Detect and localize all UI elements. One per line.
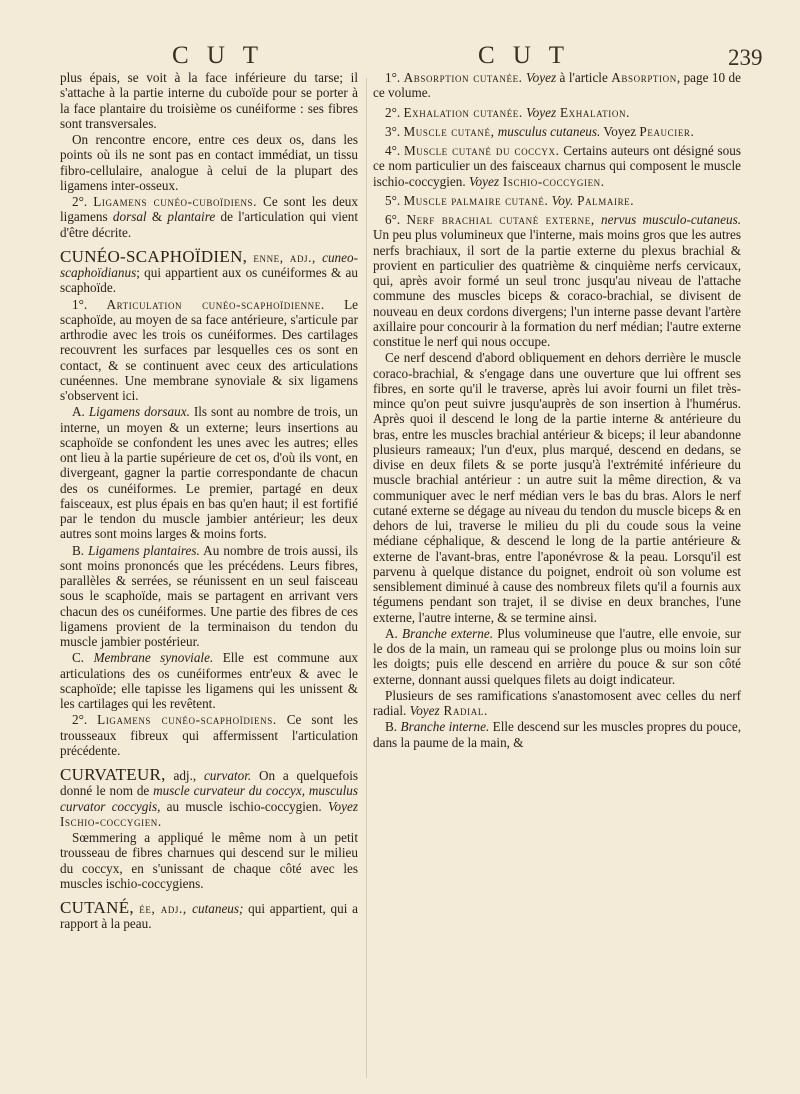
- paragraph: 1°. Articulation cunéo-scaphoïdienne. Le scaphoïde, au moyen de sa face antérieure, s'articule par arthrodie avec les trois os cunéiformes. Des cartilages recouvrent les surfaces par lesquelles ces os sont en contact, & se continuent avec ceux des articulations cunéennes. Une membrane synoviale & six ligamens s'observent ici.: [60, 296, 358, 403]
- subentry-heading: Absorption cutanée.: [403, 70, 523, 85]
- subentry-heading: Ligamens cunéo-scaphoïdiens.: [97, 712, 277, 728]
- left-running-head: C U T: [172, 42, 265, 69]
- entry: CURVATEUR, adj., curvator. On a quelquefois donné le nom de muscle curvateur du coccyx, musculus curvator coccygis, au muscle ischio-coccygien. Voyez Ischio-coccygien.: [60, 765, 358, 829]
- cross-reference: Exhalation.: [556, 104, 630, 120]
- paragraph: A. Ligamens dorsaux. Ils sont au nombre de trois, un interne, un moyen & un externe; leurs insertions au scaphoïde se confondent les unes avec les autres; elles ont lieu à la partie supérieure de cet os, d'où ils vont, en divergeant, gagner la partie correspondante de chacun des os cunéiformes. Le premier, partagé en deux faisceaux, est plus épais en bas qu'en haut; il est fortifié par le tendon du muscle jambier antérieur; les deux autres sont moins larges & moins forts.: [60, 404, 359, 542]
- subentry-heading: Muscle palmaire cutané.: [403, 192, 549, 208]
- entry-headword: CURVATEUR,: [60, 765, 166, 784]
- cross-reference: Absorption: [611, 70, 677, 85]
- cross-reference: Peaucier.: [639, 123, 695, 139]
- cross-reference: Radial.: [439, 703, 488, 718]
- paragraph: 2°. Ligamens cunéo-scaphoïdiens. Ce sont les trousseaux fibreux qui affermissent l'articulation précédente.: [60, 712, 358, 758]
- cross-reference: Ischio-coccygien.: [60, 813, 162, 829]
- paragraph: B. Branche interne. Elle descend sur les muscles propres du pouce, dans la paume de la main, &: [373, 719, 742, 750]
- column-divider: [366, 78, 367, 1078]
- subentry-heading: Articulation cunéo-scaphoïdienne.: [106, 296, 325, 312]
- subentry-heading: Ligamens cunéo-cuboïdiens.: [93, 194, 258, 209]
- paragraph: 5°. Muscle palmaire cutané. Voy. Palmaire.: [385, 192, 635, 208]
- left-column: [60, 70, 358, 933]
- subentry-heading: Muscle cutané,: [403, 123, 495, 139]
- entry-headword: CUTANÉ,: [60, 898, 134, 917]
- subentry-heading: Nerf brachial cutané externe,: [406, 212, 595, 227]
- paragraph: 2°. Ligamens cunéo-cuboïdiens. Ce sont les deux ligamens dorsal & plantaire de l'articulation qui vient d'être décrite.: [60, 194, 358, 240]
- cross-reference: Ischio-coccygien.: [498, 173, 605, 189]
- paragraph: 3°. Muscle cutané, musculus cutaneus. Voyez Peaucier.: [385, 123, 695, 139]
- subentry-heading: Muscle cutané du coccyx.: [403, 143, 560, 158]
- paragraph: A. Branche externe. Plus volumineuse que l'autre, elle envoie, sur le dos de la main, un rameau qui se prolonge plus ou moins loin sur les doigts; puis elle descend en arrière du pouce & sur son côté externe, donnant aussi quelques filets au doigt indicateur.: [373, 625, 742, 687]
- entry: CUNÉO-SCAPHOÏDIEN, enne, adj., cuneo-scaphoïdianus; qui appartient aux os cunéiformes & au scaphoïde.: [60, 246, 358, 296]
- paragraph: C. Membrane synoviale. Elle est commune aux articulations des os cunéiformes entr'eux & avec le scaphoïde; elle tapisse les ligamens qui les unissent & les cartilages qui les revêtent.: [60, 650, 359, 711]
- paragraph: 6°. Nerf brachial cutané externe, nervus musculo-cutaneus. Un peu plus volumineux que l'interne, mais moins gros que les autres nerfs brachiaux, il sort de la partie externe du plexus brachial & provient en particulier des quatrième & cinquième nerfs cervicaux, qui, après avoir formé un seul tronc jusqu'au niveau de l'attache commune des muscles biceps & coraco-brachial, se divisent de nouveau en deux cordons divergens; l'un interne passe devant l'artère axillaire pour concourir à la formation du nerf médian; l'autre externe constitue le nerf qui nous occupe.: [373, 212, 742, 349]
- right-column: [373, 70, 741, 751]
- paragraph: Plusieurs de ses ramifications s'anastomosent avec celles du nerf radial. Voyez Radial.: [373, 687, 741, 718]
- cross-reference: Palmaire.: [573, 192, 635, 208]
- right-running-head: C U T: [478, 42, 571, 69]
- paragraph: 2°. Exhalation cutanée. Voyez Exhalation.: [385, 104, 630, 120]
- paragraph: On rencontre encore, entre ces deux os, dans les points où ils ne sont pas en contact immédiat, un tissu fibro-cellulaire, analogue à celui de la plupart des ligamens inter-osseux.: [60, 132, 358, 193]
- entry: CUTANÉ, ée, adj., cutaneus; qui appartient, qui a rapport à la peau.: [60, 898, 358, 932]
- page-number: 239: [728, 45, 763, 70]
- paragraph: Ce nerf descend d'abord obliquement en dehors derrière le muscle coraco-brachial, & s'engage dans une ouverture que lui offrent ses fibres, en sorte qu'il le traverse, après lui avoir fourni un filet très-mince qu'on peut suivre jusqu'auprès de son insertion à l'humérus. Après quoi il descend le long de la partie interne & antérieure du bras, entre les muscles brachial antérieur & biceps; il leur abandonne plusieurs rameaux; l'un d'eux, plus marqué, descend en dedans, se divise en deux filets & se porte jusqu'à l'extrémité inférieure du muscle brachial antérieur : un autre suit la même direction, & va communiquer avec le nerf médian vers le bas du bras. Alors le nerf cutané externe se dégage au niveau du tendon du muscle biceps & en dehors de lui, traverse le milieu du pli du coude sous la veine médiane céphalique, & descend le long de la partie antérieure & externe de l'avant-bras, entre l'aponévrose & la peau. Lorsqu'il est parvenu à quelque distance du poignet, endroit où son volume est sensiblement diminué à cause des nombreux filets qu'il a fournis aux tégumens pendant son trajet, il se divise en deux branches, l'une externe, l'autre interne, & se termine ainsi.: [373, 350, 741, 625]
- paragraph: B. Ligamens plantaires. Au nombre de trois aussi, ils sont moins prononcés que les précédens. Leurs fibres, parallèles & serrées, se réunissent en un seul faisceau sous le scaphoïde, mais se partagent en arrivant vers chacun des os cunéiformes. Une partie des fibres de ces ligamens provient de la terminaison du tendon du muscle jambier postérieur.: [60, 542, 358, 649]
- paragraph: plus épais, se voit à la face inférieure du tarse; il s'attache à la partie interne du cuboïde pour se porter à la face plantaire du troisième os cunéiforme : ses fibres sont transversales.: [60, 70, 358, 131]
- entry-headword: CUNÉO-SCAPHOÏDIEN,: [60, 246, 248, 266]
- paragraph: Sœmmering a appliqué le même nom à un petit trousseau de fibres charnues qui descend sur le milieu du coccyx, en s'unissant de chaque côté avec les muscles ischio-coccygiens.: [60, 830, 358, 891]
- paragraph: 1°. Absorption cutanée. Voyez à l'article Absorption, page 10 de ce volume.: [373, 70, 742, 101]
- paragraph: 4°. Muscle cutané du coccyx. Certains auteurs ont désigné sous ce nom particulier un des faisceaux charnus qui composent le muscle ischio-coccygien. Voyez Ischio-coccygien.: [373, 143, 741, 189]
- subentry-heading: Exhalation cutanée.: [403, 104, 523, 120]
